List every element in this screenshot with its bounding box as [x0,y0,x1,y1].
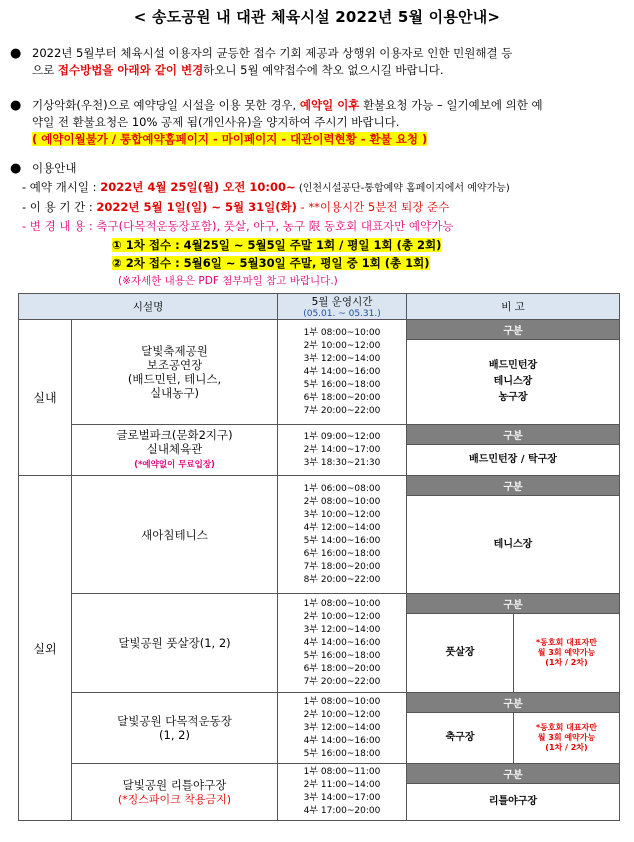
time-slot: 1부 09:00~12:00 [303,431,381,442]
time-slot: 5부 16:00~18:00 [303,748,381,759]
facility-sub-note: (*징스파이크 착용금지) [117,792,232,806]
table-header-row [19,294,620,320]
refund-path [10,131,625,148]
header-facility: 시설명 [19,294,278,320]
time-slots [278,425,407,476]
club-note-line: 월 3회 예약가능 [537,648,596,657]
time-slot: 3부 12:00~14:00 [303,624,381,635]
time-slot: 3부 12:00~14:00 [303,353,381,364]
club-note-line: 월 3회 예약가능 [537,733,596,742]
club-note [514,614,620,693]
header-hours [278,294,407,320]
gubun-label: 구분 [407,693,620,713]
table-row [19,320,620,340]
table-row [19,425,620,445]
time-slot: 2부 11:00~14:00 [303,780,381,790]
facility-table [18,293,620,821]
sport-name: 농구장 [498,392,528,403]
time-slots [278,320,407,425]
notice-1-text-end: 하오니 5월 예약접수에 착오 없으시길 바랍니다. [203,63,444,77]
table-row [19,476,620,496]
notice-1 [10,45,625,79]
time-slot: 4부 14:00~16:00 [303,637,381,648]
period-note: - **이용시간 5분전 퇴장 준수 [296,200,450,214]
time-slot: 7부 20:00~22:00 [303,405,381,416]
time-slot: 7부 20:00~22:00 [303,676,381,687]
notice-2-text-end: 환불요청 가능 – 일기예보에 의한 예 [359,98,543,112]
time-slot: 2부 10:00~12:00 [303,709,381,720]
round-2-text: ② 2차 접수 : 5월6일 ~ 5월30일 주말, 평일 중 1회 (총 1회) [112,256,430,270]
gubun-label: 구분 [407,764,620,784]
time-slots [278,476,407,594]
start-note: (인천시설공단-통합예약 홈페이지에서 예약가능) [295,183,510,194]
usage-period [22,199,449,216]
notice-2-line-2: 약일 전 환불요청은 10% 공제 됨(개인사유)을 양지하여 주시기 바랍니다. [32,115,400,129]
facility-sub-note: (*예약없이 무료입장) [134,460,215,470]
time-slot: 1부 08:00~10:00 [303,696,381,707]
bullet-icon: ● [10,98,22,113]
time-slots [278,594,407,693]
header-hours-label: 5월 운영시간 [311,296,373,308]
notice-2-emphasis: 예약일 이후 [299,98,360,112]
time-slot: 4부 14:00~16:00 [303,735,381,746]
gubun-label: 구분 [407,594,620,614]
notice-1-emphasis: 접수방법을 아래와 같이 변경 [57,63,204,77]
notice-2 [10,97,625,148]
info-heading-text: 이용안내 [32,161,77,175]
facility-name-line: (1, 2) [159,728,190,742]
facility-name [72,476,278,594]
sport-name: 배드민턴장 [488,360,538,371]
category-indoor: 실내 [19,320,72,476]
club-note-line: (1차 / 2차) [545,658,588,667]
pdf-note: (※자세한 내용은 PDF 첨부파일 참고 바랍니다.) [118,275,338,287]
facility-name-line: 보조공연장 [146,358,203,372]
sport-name: 풋살장 [445,647,475,658]
info-heading [10,160,625,177]
time-slot: 2부 10:00~12:00 [303,340,381,351]
facility-name-line: 달빛공원 리틀야구장 [122,777,227,792]
time-slot: 5부 14:00~16:00 [303,535,381,546]
facility-name-line: 실내농구) [150,386,199,400]
sport-name: 리틀야구장 [488,796,538,807]
facility-name-line: 글로벌파크(문화2지구) [116,428,233,442]
time-slot: 2부 14:00~17:00 [303,444,381,455]
sports-cell [407,445,620,476]
category-outdoor: 실외 [19,476,72,821]
time-slot: 6부 18:00~20:00 [303,663,381,674]
round-1-text: ① 1차 접수 : 4월25일 ~ 5월5일 주말 1회 / 평일 1회 (총 2회) [112,238,442,252]
start-label: - 예약 개시일 : [22,180,101,194]
time-slot: 8부 20:00~22:00 [303,574,381,585]
facility-name [72,320,278,425]
facility-name-line: (배드민턴, 테니스, [127,372,222,386]
sport-name: 테니스장 [493,376,533,387]
time-slot: 6부 16:00~18:00 [303,548,381,559]
time-slots [278,764,407,821]
club-note-line: *동호회 대표자만 [535,723,598,732]
time-slot: 1부 08:00~10:00 [303,598,381,609]
table-row [19,693,620,713]
facility-name-line: 달빛축제공원 [141,344,208,358]
time-slot: 1부 06:00~08:00 [303,483,381,494]
sports-cell [407,340,620,425]
facility-name [72,693,278,764]
time-slot: 7부 18:00~20:00 [303,561,381,572]
sports-cell [407,496,620,594]
time-slot: 5부 16:00~18:00 [303,650,381,661]
period-value: 2022년 5월 1일(일) ~ 5월 31일(화) [96,200,297,214]
sport-name: 테니스장 [493,538,533,550]
facility-name [72,764,278,821]
time-slot: 4부 17:00~20:00 [303,806,381,816]
club-note [514,713,620,764]
sports-cell [407,614,514,693]
table-row [19,594,620,614]
facility-name-line: 달빛공원 풋살장(1, 2) [118,636,231,650]
bullet-icon: ● [10,161,22,176]
time-slot: 5부 16:00~18:00 [303,379,381,390]
sport-name: 축구장 [445,732,475,743]
change-content: - 변 경 내 용 : 축구(다목적운동장포함), 풋살, 야구, 농구 限 동호회 대표자만 예약가능 [22,219,454,233]
gubun-label: 구분 [407,425,620,445]
header-hours-sub: (05.01. ~ 05.31.) [303,309,381,319]
sport-name: 배드민턴장 / 탁구장 [469,454,557,465]
start-value: 2022년 4월 25일(월) 오전 10:00~ [100,180,296,194]
table-row [19,764,620,784]
time-slot: 2부 10:00~12:00 [303,611,381,622]
facility-name [72,594,278,693]
club-note-line: (1차 / 2차) [545,743,588,752]
bullet-icon: ● [10,46,22,61]
gubun-label: 구분 [407,476,620,496]
notice-2-text: 기상악화(우천)으로 예약당일 시설을 이용 못한 경우, [32,98,300,112]
sports-cell [407,784,620,821]
reservation-start [22,179,510,197]
time-slot: 1부 08:00~11:00 [303,767,381,777]
facility-name-line: 새아침테니스 [141,527,208,542]
time-slot: 3부 14:00~17:00 [303,793,381,803]
time-slot: 6부 18:00~20:00 [303,392,381,403]
club-note-line: *동호회 대표자만 [535,638,598,647]
time-slot: 4부 14:00~16:00 [303,366,381,377]
header-note: 비 고 [407,294,620,320]
time-slot: 3부 18:30~21:30 [303,457,381,468]
time-slot: 1부 08:00~10:00 [303,327,381,338]
round-2 [112,255,430,272]
notice-1-line-1: 2022년 5월부터 체육시설 이용자의 균등한 접수 기회 제공과 상행위 이용자로 인한 민원해결 등 [32,46,513,60]
refund-path-text: ( 예약이월불가 / 통합예약홈페이지 - 마이페이지 - 대관이력현황 - 환불 요청 ) [32,132,428,146]
period-label: - 이 용 기 간 : [22,200,97,214]
time-slot: 3부 12:00~14:00 [303,722,381,733]
time-slot: 2부 08:00~10:00 [303,496,381,507]
sports-cell [407,713,514,764]
gubun-label: 구분 [407,320,620,340]
facility-name-line: 실내체육관 [146,442,203,456]
facility-name [72,425,278,476]
time-slot: 4부 12:00~14:00 [303,522,381,533]
time-slot: 3부 10:00~12:00 [303,509,381,520]
facility-name-line: 달빛공원 다목적운동장 [117,714,232,728]
time-slots [278,693,407,764]
notice-1-text: 으로 [32,63,58,77]
page-title: < 송도공원 내 대관 체육시설 2022년 5월 이용안내> [133,8,501,26]
round-1 [112,237,441,254]
